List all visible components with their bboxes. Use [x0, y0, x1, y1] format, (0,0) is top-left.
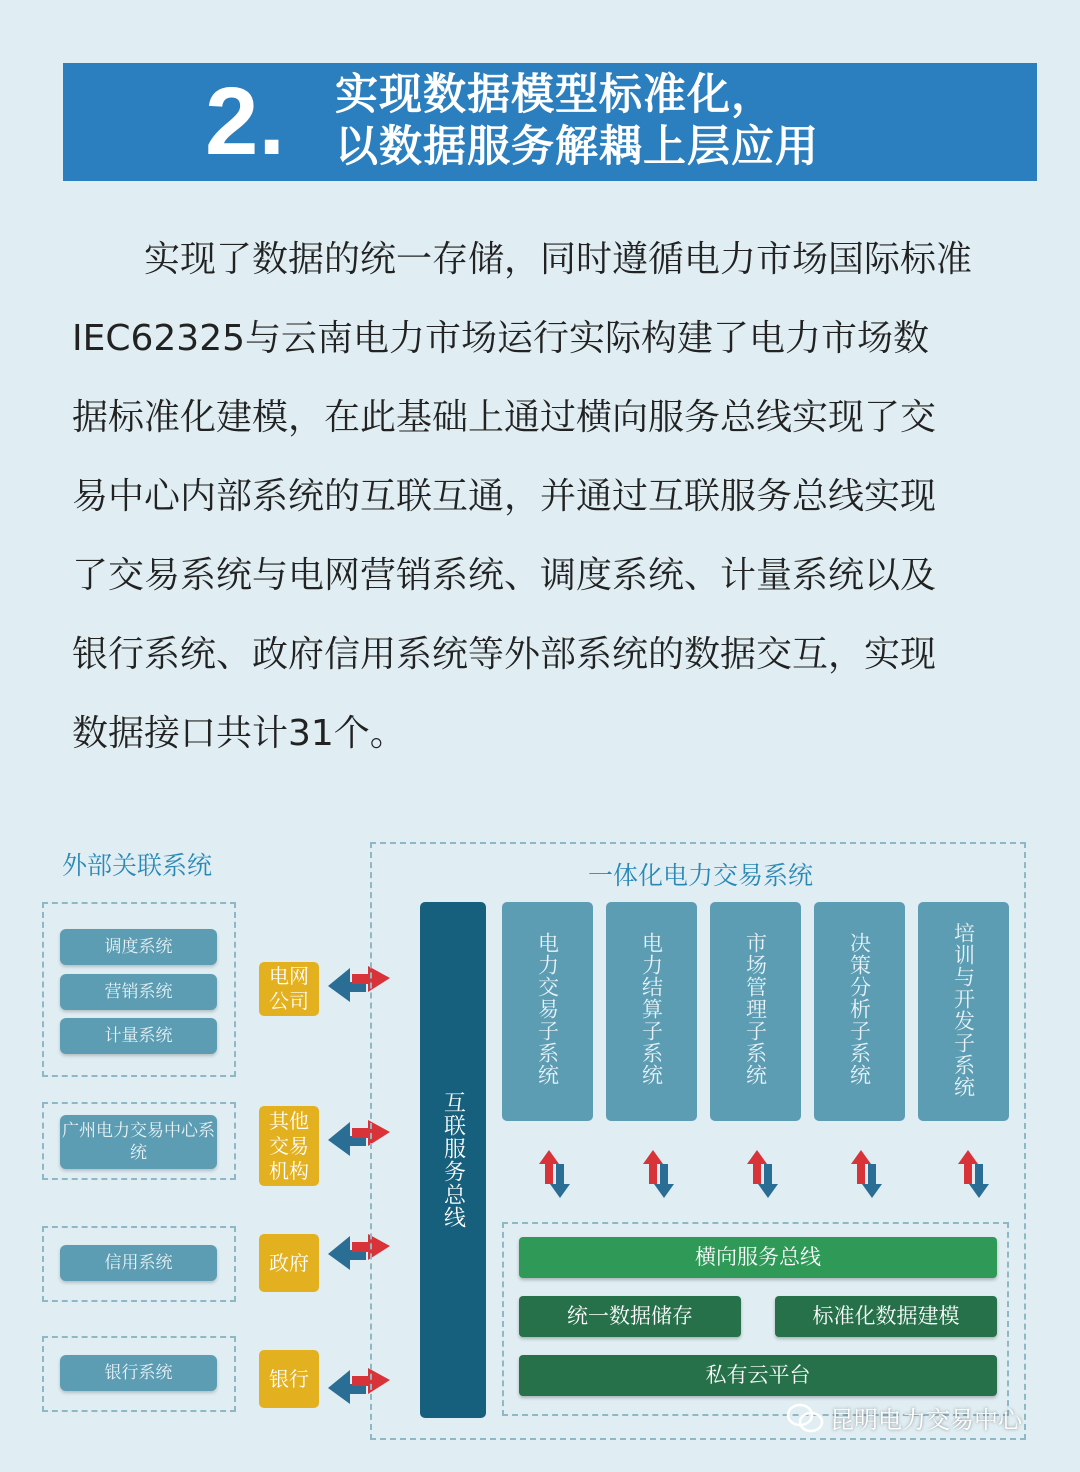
integrated-system-title: 一体化电力交易系统: [588, 861, 814, 890]
subsystem-label: 培训与开发子系统: [951, 922, 976, 1098]
guangzhou-exchange-system-box: 广州电力交易中心系统: [60, 1115, 217, 1169]
org-grid-company: 电网公司: [259, 962, 319, 1016]
subsystem-market-management: [710, 902, 801, 1121]
paragraph-line-2: IEC62325与云南电力市场运行实际构建了电力市场数: [72, 318, 930, 359]
paragraph-line-4: 易中心内部系统的互联互通，并通过互联服务总线实现: [72, 476, 937, 517]
subsystem-training-development: [918, 902, 1009, 1121]
paragraph-line-5: 了交易系统与电网营销系统、调度系统、计量系统以及: [72, 555, 937, 596]
org-government: 政府: [259, 1234, 319, 1292]
org-other-exchanges: 其他交易机构: [259, 1106, 319, 1186]
interconnect-bus-label: 互联服务总线: [440, 1091, 466, 1229]
banner-title-line1: 实现数据模型标准化，: [335, 70, 775, 120]
title-banner: [63, 63, 1037, 181]
subsystem-label: 电力结算子系统: [639, 932, 664, 1086]
external-systems-title: 外部关联系统: [62, 851, 213, 880]
paragraph-line-6: 银行系统、政府信用系统等外部系统的数据交互，实现: [72, 634, 937, 675]
dispatch-system-box: 调度系统: [60, 929, 217, 965]
vertical-double-arrow-icon: [642, 1148, 676, 1200]
org-bank: 银行: [259, 1350, 319, 1408]
bank-system-box: 银行系统: [60, 1355, 217, 1391]
subsystem-label: 决策分析子系统: [847, 932, 872, 1086]
metering-system-box: 计量系统: [60, 1018, 217, 1054]
vertical-double-arrow-icon: [850, 1148, 884, 1200]
subsystem-settlement: [606, 902, 697, 1121]
wechat-icon: [786, 1403, 824, 1433]
unified-data-storage: 统一数据储存: [519, 1296, 741, 1337]
paragraph-line-3: 据标准化建模，在此基础上通过横向服务总线实现了交: [72, 397, 937, 438]
subsystem-label: 市场管理子系统: [743, 932, 768, 1086]
banner-title-line2: 以数据服务解耦上层应用: [335, 122, 819, 172]
subsystem-decision-analysis: [814, 902, 905, 1121]
standardized-data-modeling: 标准化数据建模: [775, 1296, 997, 1337]
interconnect-service-bus: [420, 902, 486, 1418]
horizontal-service-bus: 横向服务总线: [519, 1237, 997, 1278]
vertical-double-arrow-icon: [538, 1148, 572, 1200]
subsystem-label: 电力交易子系统: [535, 932, 560, 1086]
watermark-text: 昆明电力交易中心: [830, 1406, 1022, 1434]
paragraph-line-1: 实现了数据的统一存储，同时遵循电力市场国际标准: [72, 239, 973, 280]
vertical-double-arrow-icon: [746, 1148, 780, 1200]
watermark: [786, 1400, 1022, 1435]
vertical-double-arrow-icon: [957, 1148, 991, 1200]
marketing-system-box: 营销系统: [60, 974, 217, 1010]
subsystem-trading: [502, 902, 593, 1121]
private-cloud-platform: 私有云平台: [519, 1355, 997, 1396]
credit-system-box: 信用系统: [60, 1245, 217, 1281]
paragraph-line-7: 数据接口共计31个。: [72, 713, 406, 754]
section-number: 2.: [205, 68, 286, 175]
